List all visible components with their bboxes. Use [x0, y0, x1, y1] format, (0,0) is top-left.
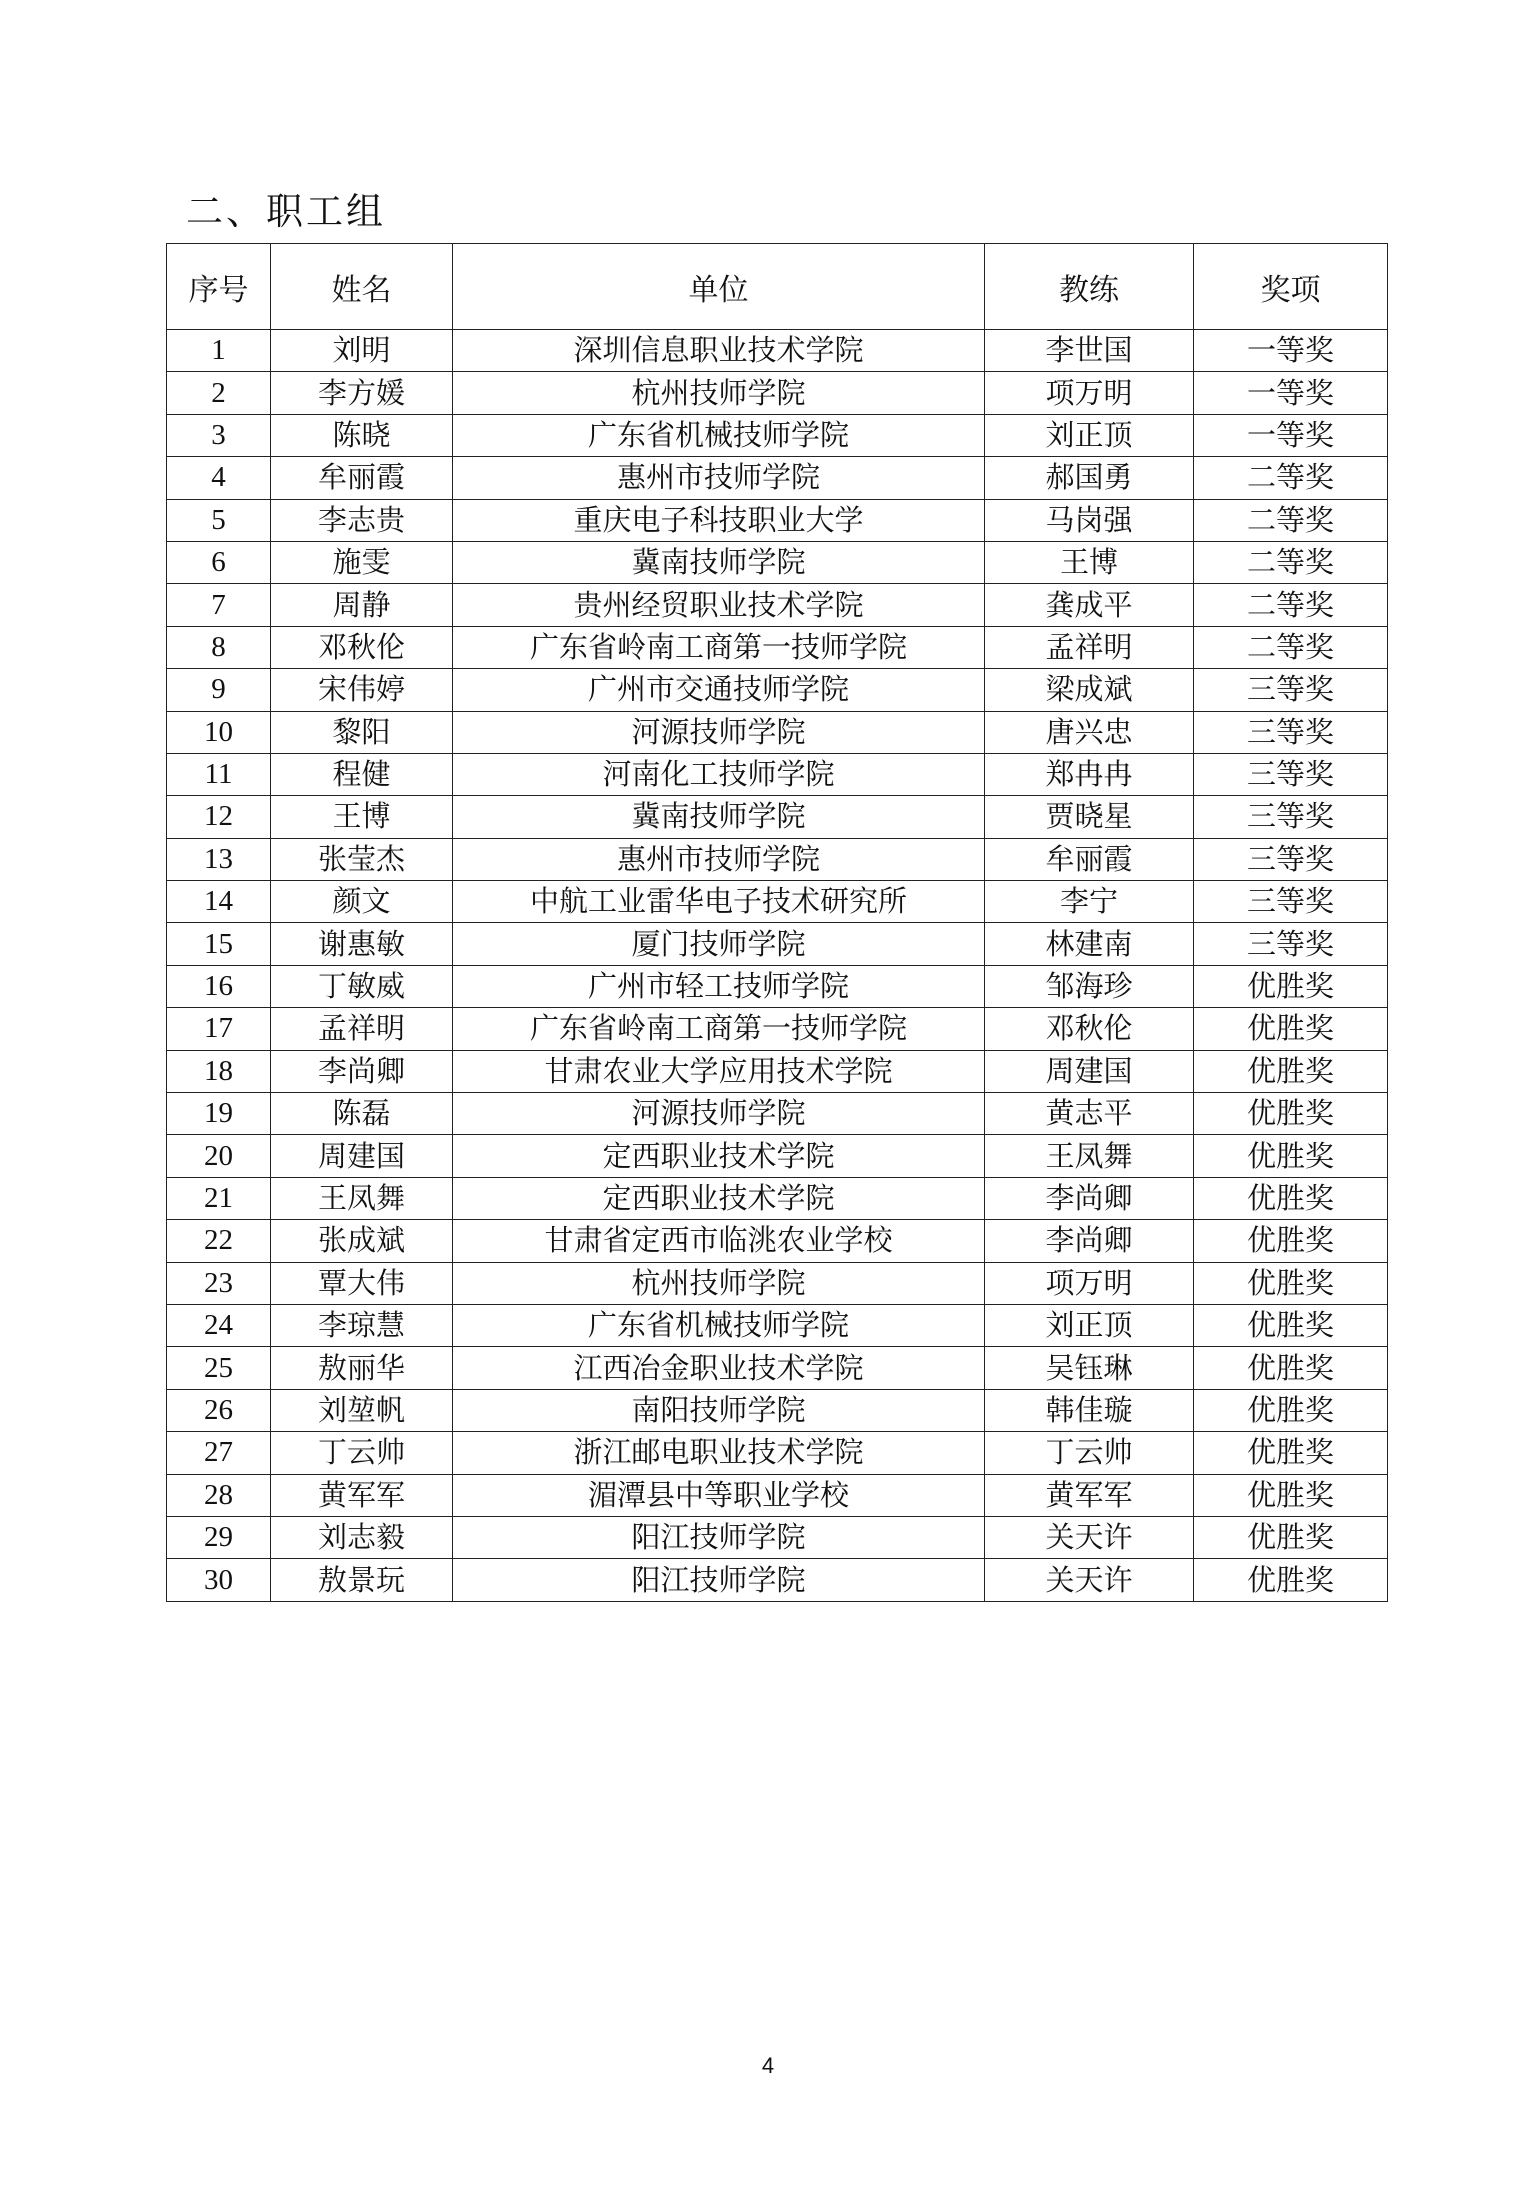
cell-no: 14 — [167, 881, 271, 923]
table-row — [167, 626, 1388, 668]
cell-unit: 定西职业技术学院 — [453, 1177, 985, 1219]
cell-coach: 关天许 — [985, 1516, 1194, 1558]
table-row — [167, 1304, 1388, 1346]
table-row — [167, 541, 1388, 583]
table-row — [167, 1432, 1388, 1474]
cell-no: 10 — [167, 711, 271, 753]
cell-coach: 李宁 — [985, 881, 1194, 923]
cell-name: 刘明 — [271, 330, 453, 372]
cell-name: 李尚卿 — [271, 1050, 453, 1092]
cell-coach: 梁成斌 — [985, 669, 1194, 711]
table-row — [167, 330, 1388, 372]
cell-unit: 广州市交通技师学院 — [453, 669, 985, 711]
cell-no: 24 — [167, 1304, 271, 1346]
table-row — [167, 499, 1388, 541]
cell-award: 优胜奖 — [1194, 1474, 1388, 1516]
table-row — [167, 584, 1388, 626]
cell-coach: 刘正顶 — [985, 1304, 1194, 1346]
cell-coach: 郝国勇 — [985, 457, 1194, 499]
cell-name: 牟丽霞 — [271, 457, 453, 499]
cell-name: 黎阳 — [271, 711, 453, 753]
table-row — [167, 881, 1388, 923]
cell-no: 19 — [167, 1093, 271, 1135]
cell-unit: 定西职业技术学院 — [453, 1135, 985, 1177]
cell-name: 程健 — [271, 753, 453, 795]
cell-unit: 广东省机械技师学院 — [453, 414, 985, 456]
cell-no: 18 — [167, 1050, 271, 1092]
section-title: 二、职工组 — [186, 190, 386, 233]
cell-coach: 贾晓星 — [985, 796, 1194, 838]
cell-coach: 王博 — [985, 541, 1194, 583]
cell-unit: 冀南技师学院 — [453, 541, 985, 583]
cell-award: 三等奖 — [1194, 711, 1388, 753]
cell-award: 二等奖 — [1194, 457, 1388, 499]
cell-name: 张莹杰 — [271, 838, 453, 880]
cell-name: 黄军军 — [271, 1474, 453, 1516]
cell-name: 王凤舞 — [271, 1177, 453, 1219]
cell-unit: 杭州技师学院 — [453, 372, 985, 414]
cell-award: 三等奖 — [1194, 881, 1388, 923]
table-row — [167, 1347, 1388, 1389]
cell-name: 丁敏威 — [271, 965, 453, 1007]
cell-name: 李琼慧 — [271, 1304, 453, 1346]
table-row — [167, 923, 1388, 965]
cell-award: 优胜奖 — [1194, 1093, 1388, 1135]
cell-no: 4 — [167, 457, 271, 499]
cell-award: 优胜奖 — [1194, 1347, 1388, 1389]
cell-name: 施雯 — [271, 541, 453, 583]
cell-name: 李志贵 — [271, 499, 453, 541]
cell-no: 6 — [167, 541, 271, 583]
cell-award: 一等奖 — [1194, 372, 1388, 414]
table-row — [167, 1093, 1388, 1135]
cell-no: 7 — [167, 584, 271, 626]
page-number: 4 — [761, 2053, 775, 2078]
cell-unit: 河南化工技师学院 — [453, 753, 985, 795]
cell-no: 21 — [167, 1177, 271, 1219]
cell-no: 28 — [167, 1474, 271, 1516]
cell-no: 20 — [167, 1135, 271, 1177]
table-row — [167, 1516, 1388, 1558]
cell-award: 三等奖 — [1194, 923, 1388, 965]
cell-no: 3 — [167, 414, 271, 456]
table-row — [167, 1220, 1388, 1262]
cell-no: 26 — [167, 1389, 271, 1431]
cell-coach: 邓秋伦 — [985, 1008, 1194, 1050]
cell-unit: 甘肃省定西市临洮农业学校 — [453, 1220, 985, 1262]
cell-coach: 李尚卿 — [985, 1177, 1194, 1219]
cell-coach: 李尚卿 — [985, 1220, 1194, 1262]
cell-award: 优胜奖 — [1194, 1516, 1388, 1558]
cell-award: 三等奖 — [1194, 796, 1388, 838]
cell-award: 二等奖 — [1194, 499, 1388, 541]
cell-name: 谢惠敏 — [271, 923, 453, 965]
cell-no: 22 — [167, 1220, 271, 1262]
cell-award: 优胜奖 — [1194, 1177, 1388, 1219]
cell-coach: 李世国 — [985, 330, 1194, 372]
cell-coach: 郑冉冉 — [985, 753, 1194, 795]
table-row — [167, 1474, 1388, 1516]
cell-no: 9 — [167, 669, 271, 711]
cell-unit: 甘肃农业大学应用技术学院 — [453, 1050, 985, 1092]
cell-coach: 刘正顶 — [985, 414, 1194, 456]
cell-unit: 广东省岭南工商第一技师学院 — [453, 626, 985, 668]
table-row — [167, 1135, 1388, 1177]
cell-coach: 周建国 — [985, 1050, 1194, 1092]
cell-unit: 江西冶金职业技术学院 — [453, 1347, 985, 1389]
cell-unit: 河源技师学院 — [453, 1093, 985, 1135]
cell-no: 5 — [167, 499, 271, 541]
cell-unit: 阳江技师学院 — [453, 1559, 985, 1601]
cell-name: 敖丽华 — [271, 1347, 453, 1389]
cell-coach: 吴钰琳 — [985, 1347, 1194, 1389]
cell-coach: 韩佳璇 — [985, 1389, 1194, 1431]
cell-name: 敖景玩 — [271, 1559, 453, 1601]
header-coach: 教练 — [985, 244, 1194, 330]
cell-unit: 冀南技师学院 — [453, 796, 985, 838]
cell-coach: 王凤舞 — [985, 1135, 1194, 1177]
cell-name: 孟祥明 — [271, 1008, 453, 1050]
cell-coach: 丁云帅 — [985, 1432, 1194, 1474]
table-row — [167, 1262, 1388, 1304]
cell-award: 二等奖 — [1194, 541, 1388, 583]
cell-unit: 杭州技师学院 — [453, 1262, 985, 1304]
cell-unit: 广东省岭南工商第一技师学院 — [453, 1008, 985, 1050]
cell-coach: 林建南 — [985, 923, 1194, 965]
table-row — [167, 372, 1388, 414]
cell-unit: 阳江技师学院 — [453, 1516, 985, 1558]
awards-table — [166, 243, 1388, 1602]
cell-award: 一等奖 — [1194, 330, 1388, 372]
cell-award: 三等奖 — [1194, 753, 1388, 795]
cell-award: 二等奖 — [1194, 584, 1388, 626]
cell-coach: 项万明 — [985, 372, 1194, 414]
cell-unit: 广州市轻工技师学院 — [453, 965, 985, 1007]
cell-no: 25 — [167, 1347, 271, 1389]
cell-coach: 关天许 — [985, 1559, 1194, 1601]
cell-unit: 重庆电子科技职业大学 — [453, 499, 985, 541]
cell-no: 30 — [167, 1559, 271, 1601]
table-row — [167, 711, 1388, 753]
table-row — [167, 1559, 1388, 1601]
cell-award: 优胜奖 — [1194, 1559, 1388, 1601]
header-row — [167, 244, 1388, 330]
cell-coach: 项万明 — [985, 1262, 1194, 1304]
cell-unit: 惠州市技师学院 — [453, 457, 985, 499]
cell-coach: 龚成平 — [985, 584, 1194, 626]
table-header — [167, 244, 1388, 330]
header-award: 奖项 — [1194, 244, 1388, 330]
cell-no: 15 — [167, 923, 271, 965]
header-unit: 单位 — [453, 244, 985, 330]
cell-award: 三等奖 — [1194, 838, 1388, 880]
cell-unit: 中航工业雷华电子技术研究所 — [453, 881, 985, 923]
cell-award: 优胜奖 — [1194, 1220, 1388, 1262]
table-row — [167, 457, 1388, 499]
cell-coach: 孟祥明 — [985, 626, 1194, 668]
cell-award: 优胜奖 — [1194, 1262, 1388, 1304]
cell-award: 优胜奖 — [1194, 1432, 1388, 1474]
table-row — [167, 1177, 1388, 1219]
table-row — [167, 1389, 1388, 1431]
cell-name: 周建国 — [271, 1135, 453, 1177]
cell-no: 2 — [167, 372, 271, 414]
cell-name: 周静 — [271, 584, 453, 626]
cell-coach: 黄志平 — [985, 1093, 1194, 1135]
cell-no: 12 — [167, 796, 271, 838]
cell-no: 1 — [167, 330, 271, 372]
cell-coach: 马岗强 — [985, 499, 1194, 541]
cell-award: 一等奖 — [1194, 414, 1388, 456]
cell-coach: 黄军军 — [985, 1474, 1194, 1516]
table-row — [167, 1008, 1388, 1050]
table-row — [167, 753, 1388, 795]
cell-name: 陈晓 — [271, 414, 453, 456]
cell-name: 邓秋伦 — [271, 626, 453, 668]
cell-name: 宋伟婷 — [271, 669, 453, 711]
cell-unit: 浙江邮电职业技术学院 — [453, 1432, 985, 1474]
cell-no: 29 — [167, 1516, 271, 1558]
cell-unit: 厦门技师学院 — [453, 923, 985, 965]
cell-award: 优胜奖 — [1194, 1135, 1388, 1177]
cell-name: 覃大伟 — [271, 1262, 453, 1304]
cell-award: 二等奖 — [1194, 626, 1388, 668]
cell-unit: 河源技师学院 — [453, 711, 985, 753]
header-no: 序号 — [167, 244, 271, 330]
cell-unit: 湄潭县中等职业学校 — [453, 1474, 985, 1516]
table-row — [167, 414, 1388, 456]
cell-award: 优胜奖 — [1194, 965, 1388, 1007]
cell-unit: 深圳信息职业技术学院 — [453, 330, 985, 372]
cell-award: 优胜奖 — [1194, 1050, 1388, 1092]
cell-name: 颜文 — [271, 881, 453, 923]
cell-name: 张成斌 — [271, 1220, 453, 1262]
cell-name: 刘志毅 — [271, 1516, 453, 1558]
cell-unit: 南阳技师学院 — [453, 1389, 985, 1431]
cell-no: 13 — [167, 838, 271, 880]
cell-unit: 广东省机械技师学院 — [453, 1304, 985, 1346]
table-row — [167, 965, 1388, 1007]
table-row — [167, 669, 1388, 711]
cell-unit: 贵州经贸职业技术学院 — [453, 584, 985, 626]
cell-no: 16 — [167, 965, 271, 1007]
cell-unit: 惠州市技师学院 — [453, 838, 985, 880]
cell-name: 丁云帅 — [271, 1432, 453, 1474]
cell-no: 17 — [167, 1008, 271, 1050]
table-row — [167, 1050, 1388, 1092]
header-name: 姓名 — [271, 244, 453, 330]
cell-coach: 牟丽霞 — [985, 838, 1194, 880]
cell-award: 优胜奖 — [1194, 1008, 1388, 1050]
cell-name: 李方媛 — [271, 372, 453, 414]
cell-coach: 唐兴忠 — [985, 711, 1194, 753]
cell-name: 陈磊 — [271, 1093, 453, 1135]
table-row — [167, 796, 1388, 838]
table-row — [167, 838, 1388, 880]
cell-name: 刘堃帆 — [271, 1389, 453, 1431]
cell-coach: 邹海珍 — [985, 965, 1194, 1007]
cell-no: 8 — [167, 626, 271, 668]
cell-award: 优胜奖 — [1194, 1304, 1388, 1346]
cell-no: 27 — [167, 1432, 271, 1474]
cell-name: 王博 — [271, 796, 453, 838]
cell-no: 23 — [167, 1262, 271, 1304]
cell-award: 三等奖 — [1194, 669, 1388, 711]
table-body — [167, 330, 1388, 1602]
cell-award: 优胜奖 — [1194, 1389, 1388, 1431]
cell-no: 11 — [167, 753, 271, 795]
